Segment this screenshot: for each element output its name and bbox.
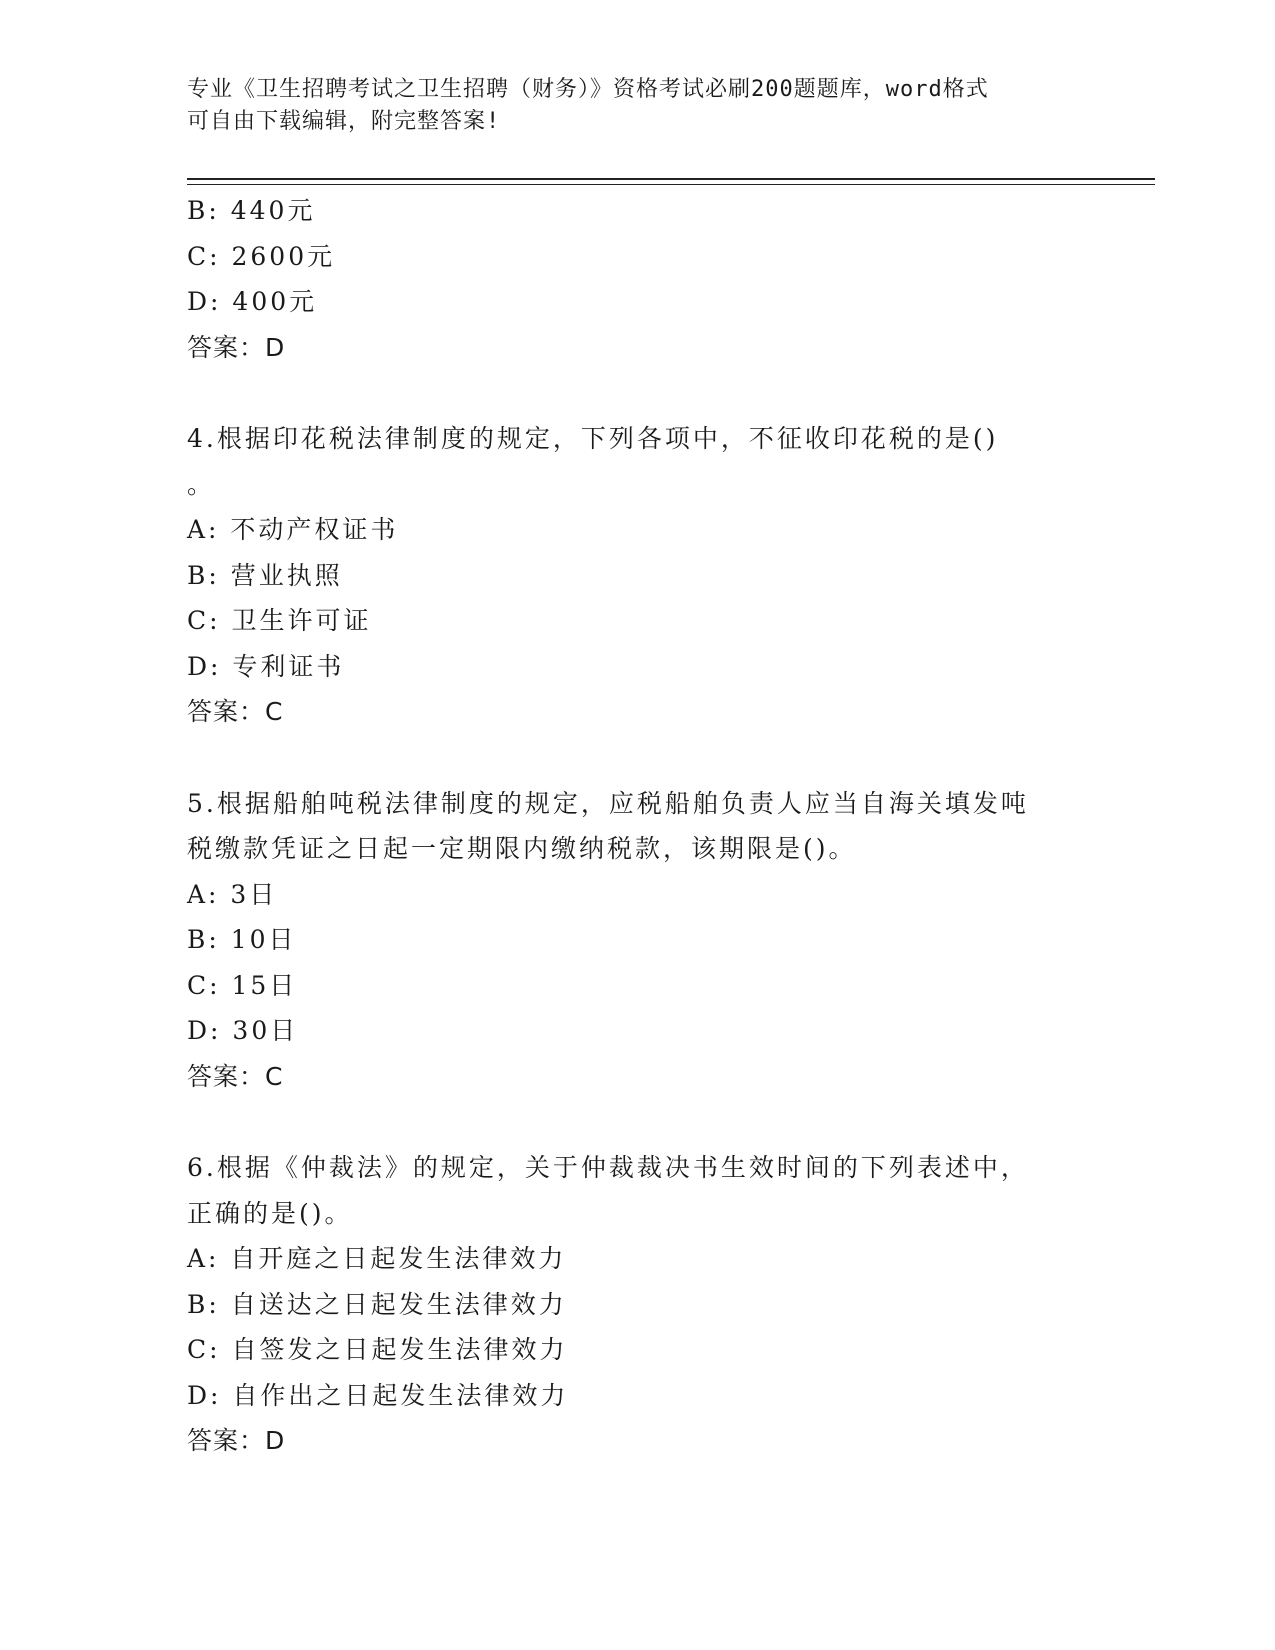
document-header [187, 74, 1087, 138]
question-text-cont: 。 [187, 469, 216, 499]
option-c: C: 2600元 [187, 241, 336, 271]
header-line-1: 专业《卫生招聘考试之卫生招聘（财务）》资格考试必刷200题题库，word格式 [187, 77, 989, 102]
header-line-2: 可自由下载编辑，附完整答案! [187, 109, 501, 134]
question-3-tail [187, 188, 1067, 370]
option-d: D: 30日 [187, 1016, 299, 1045]
question-6 [187, 1145, 1067, 1464]
header-divider-thick [187, 178, 1155, 180]
option-b: B: 营业执照 [187, 560, 343, 590]
option-b: B: 440元 [187, 196, 316, 225]
question-text-cont: 税缴款凭证之日起一定期限内缴纳税款，该期限是()。 [187, 834, 857, 863]
option-d: D: 自作出之日起发生法律效力 [187, 1380, 569, 1410]
option-b: B: 10日 [187, 925, 297, 954]
spacer [187, 1099, 1067, 1145]
answer-line: 答案：C [187, 1061, 284, 1091]
question-5 [187, 781, 1067, 1100]
question-text-cont: 正确的是()。 [187, 1198, 353, 1228]
option-a: A: 自开庭之日起发生法律效力 [187, 1244, 567, 1273]
option-c: C: 卫生许可证 [187, 606, 372, 635]
question-4 [187, 416, 1067, 735]
option-d: D: 400元 [187, 287, 318, 316]
answer-line: 答案：C [187, 697, 284, 726]
question-text: 5.根据船舶吨税法律制度的规定，应税船舶负责人应当自海关填发吨 [187, 788, 1029, 818]
question-text: 4.根据印花税法律制度的规定，下列各项中，不征收印花税的是() [187, 424, 999, 453]
question-text: 6.根据《仲裁法》的规定，关于仲裁裁决书生效时间的下列表述中， [187, 1153, 1029, 1182]
option-c: C: 自签发之日起发生法律效力 [187, 1335, 568, 1364]
option-b: B: 自送达之日起发生法律效力 [187, 1289, 567, 1319]
spacer [187, 370, 1067, 416]
option-d: D: 专利证书 [187, 651, 345, 681]
option-a: A: 3日 [187, 879, 278, 909]
spacer [187, 735, 1067, 781]
header-divider-thin [187, 184, 1155, 185]
option-a: A: 不动产权证书 [187, 515, 399, 544]
answer-line: 答案：D [187, 332, 286, 362]
answer-line: 答案：D [187, 1426, 286, 1455]
option-c: C: 15日 [187, 970, 298, 1000]
document-body [187, 188, 1067, 1464]
